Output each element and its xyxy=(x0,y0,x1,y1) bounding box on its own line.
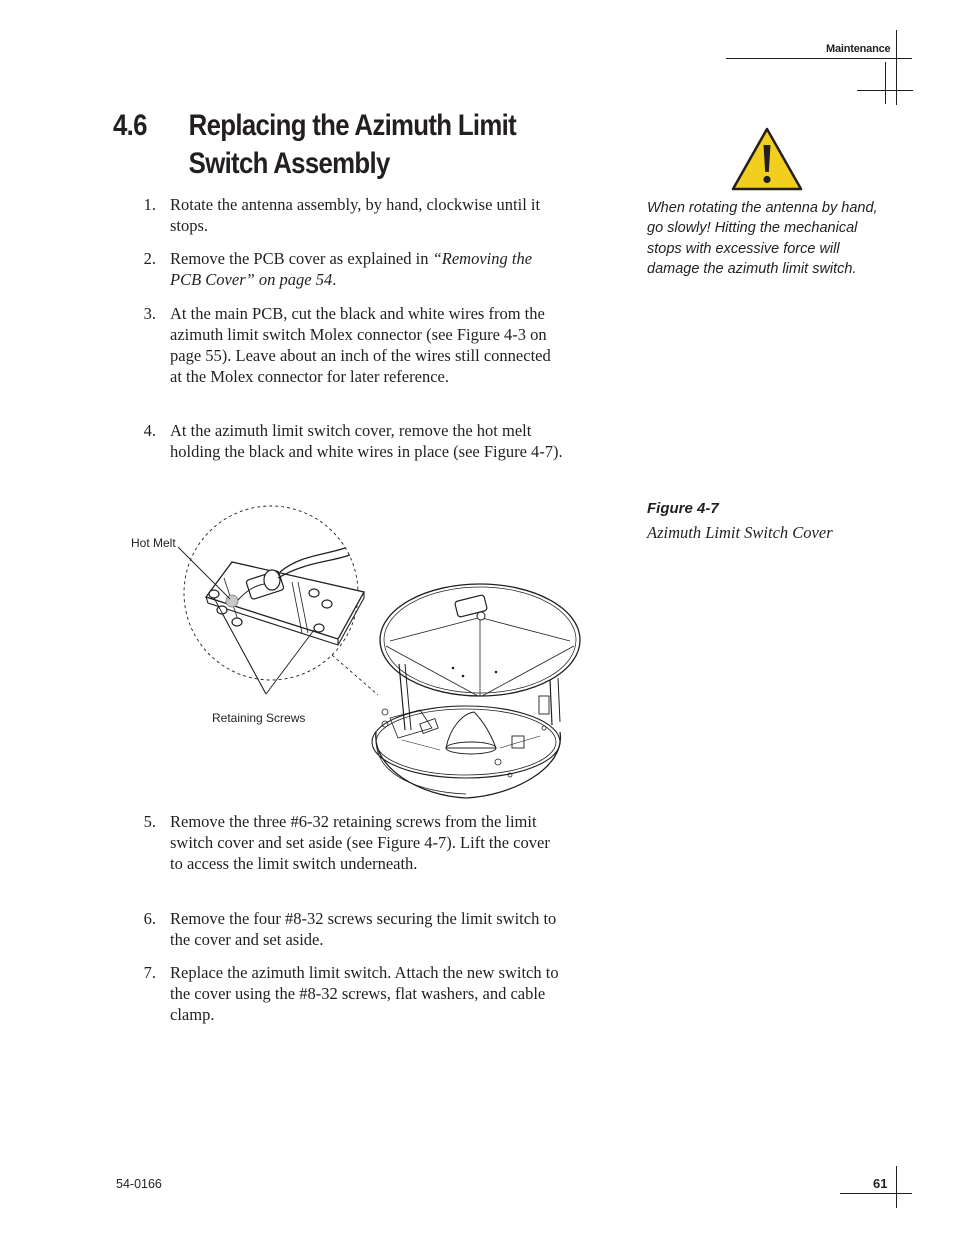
section-number: 4.6 xyxy=(113,109,147,142)
antenna-assembly xyxy=(372,584,580,798)
retaining-screw xyxy=(314,624,324,632)
cross-reference-link[interactable]: “Removing the PCB Cover” on page 54 xyxy=(170,249,533,289)
warning-triangle-icon xyxy=(731,127,803,191)
step-2: 2. Remove the PCB cover as explained in “Removing the PCB Cover” on page 54. xyxy=(143,249,533,289)
footer-doc-number: 54-0166 xyxy=(116,1177,162,1191)
step-5: 5. Remove the three #6-32 retaining screws from the limit switch cover and set aside (see Figure 4-7). Lift the cover to access the limit switch underneath. xyxy=(143,812,550,873)
step-6: 6. Remove the four #8-32 screws securing the limit switch to the cover and set aside. xyxy=(143,909,557,949)
footer-rule xyxy=(840,1193,912,1194)
section-title-line-1: Replacing the Azimuth Limit xyxy=(188,109,517,142)
retaining-screw xyxy=(309,589,319,597)
section-title xyxy=(113,107,516,183)
caution-text: When rotating the antenna by hand, go slowly! Hitting the mechanical stops with excessive force will damage the azimuth limit switch. xyxy=(647,200,878,277)
figure-caption: Azimuth Limit Switch Cover xyxy=(647,523,833,542)
retaining-screw xyxy=(232,618,242,626)
section-title-line-2: Switch Assembly xyxy=(188,147,390,180)
header-section-label: Maintenance xyxy=(826,43,891,55)
azimuth-limit-switch-figure xyxy=(120,500,600,810)
footer-page-number: 61 xyxy=(873,1176,888,1191)
limit-switch-cover-detail xyxy=(206,548,364,645)
retaining-screw xyxy=(209,590,219,598)
figure-label: Figure 4-7 xyxy=(647,500,719,517)
header-crop-mark-vertical-2 xyxy=(885,62,886,104)
retaining-screw xyxy=(322,600,332,608)
header-rule xyxy=(726,58,912,59)
step-3: 3. At the main PCB, cut the black and white wires from the azimuth limit switch Molex connector (see Figure 4-3 on page 55). Leave about an inch of the wires still connected at the Molex connector for later reference. xyxy=(143,304,551,386)
step-4: 4. At the azimuth limit switch cover, remove the hot melt holding the black and white wires in place (see Figure 4-7). xyxy=(143,421,563,461)
step-1: 1. Rotate the antenna assembly, by hand, clockwise until it stops. xyxy=(143,195,541,235)
header-crop-mark-vertical xyxy=(896,30,897,105)
callout-hot-melt: Hot Melt xyxy=(131,536,176,550)
footer-crop-mark xyxy=(896,1166,897,1208)
callout-retaining-screws: Retaining Screws xyxy=(212,711,306,725)
step-7: 7. Replace the azimuth limit switch. Attach the new switch to the cover using the #8-32 screws, flat washers, and cable clamp. xyxy=(143,963,559,1024)
